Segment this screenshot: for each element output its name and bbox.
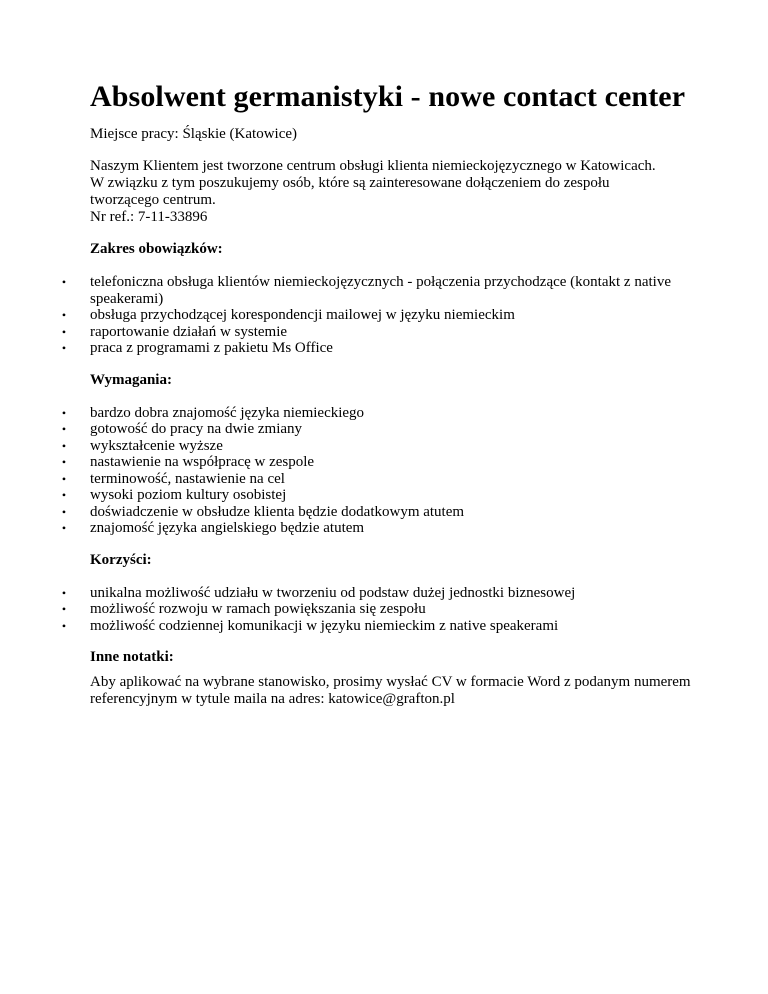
list-item: • nastawienie na współpracę w zespole [61, 454, 315, 470]
intro-line: tworzącego centrum. [90, 192, 216, 208]
section-heading-notes: Inne notatki: [90, 649, 174, 665]
bullet-icon: • [61, 405, 67, 420]
responsibilities-list [61, 274, 710, 357]
list-item: • obsługa przychodzącej korespondencji mailowej w języku niemieckim [61, 307, 515, 323]
bullet-icon: • [61, 455, 67, 469]
bullet-icon: • [61, 422, 67, 436]
section-heading-benefits: Korzyści: [90, 551, 152, 568]
bullet-icon: • [61, 471, 67, 486]
page-title: Absolwent germanistyki - nowe contact center [90, 80, 686, 113]
bullet-icon: • [61, 602, 67, 616]
bullet-icon: • [61, 324, 67, 339]
intro-line: W związku z tym poszukujemy osób, które są zainteresowane dołączeniem do zespołu [90, 175, 610, 191]
bullet-icon: • [61, 341, 67, 355]
intro-paragraph [90, 158, 710, 226]
list-item: • wykształcenie wyższe [61, 437, 223, 454]
reference-number: Nr ref.: 7-11-33896 [90, 209, 208, 225]
bullet-icon: • [61, 504, 67, 519]
list-item: • terminowość, nastawienie na cel [61, 470, 285, 487]
list-item: • gotowość do pracy na dwie zmiany [61, 421, 303, 437]
list-item: • praca z programami z pakietu Ms Office [61, 340, 333, 356]
requirements-list [61, 404, 710, 537]
list-item: • unikalna możliwość udziału w tworzeniu od podstaw dużej jednostki biznesowej [61, 584, 576, 601]
list-item: • możliwość codziennej komunikacji w języku niemieckim z native speakerami [61, 617, 559, 634]
list-item: • możliwość rozwoju w ramach powiększania się zespołu [61, 601, 426, 617]
list-item: • raportowanie działań w systemie [61, 323, 288, 340]
section-heading-requirements: Wymagania: [90, 371, 172, 388]
list-item: • wysoki poziom kultury osobistej [61, 487, 287, 503]
job-location: Miejsce pracy: Śląskie (Katowice) [90, 126, 298, 142]
bullet-icon: • [61, 521, 67, 535]
section-heading-responsibilities: Zakres obowiązków: [90, 241, 223, 257]
notes-paragraph: Aby aplikować na wybrane stanowisko, prosimy wysłać CV w formacie Word z podanym numerem referencyjnym w tytule maila na adres: katowice@grafton.pl [90, 674, 691, 707]
list-item: • doświadczenie w obsłudze klienta będzie dodatkowym atutem [61, 503, 465, 520]
benefits-list [61, 584, 710, 635]
bullet-icon: • [61, 308, 67, 322]
intro-line: Naszym Klientem jest tworzone centrum obsługi klienta niemieckojęzycznego w Katowicach. [90, 158, 656, 174]
bullet-icon: • [61, 618, 67, 633]
bullet-icon: • [61, 585, 67, 600]
bullet-icon: • [61, 488, 67, 502]
list-item: • bardzo dobra znajomość języka niemieckiego [61, 404, 365, 421]
job-posting [61, 80, 710, 708]
list-item: • telefoniczna obsługa klientów niemieckojęzycznych - połączenia przychodzące (kontakt z native speakerami) [61, 274, 671, 307]
bullet-icon: • [61, 275, 67, 289]
list-item: • znajomość języka angielskiego będzie atutem [61, 520, 365, 536]
bullet-icon: • [61, 438, 67, 453]
